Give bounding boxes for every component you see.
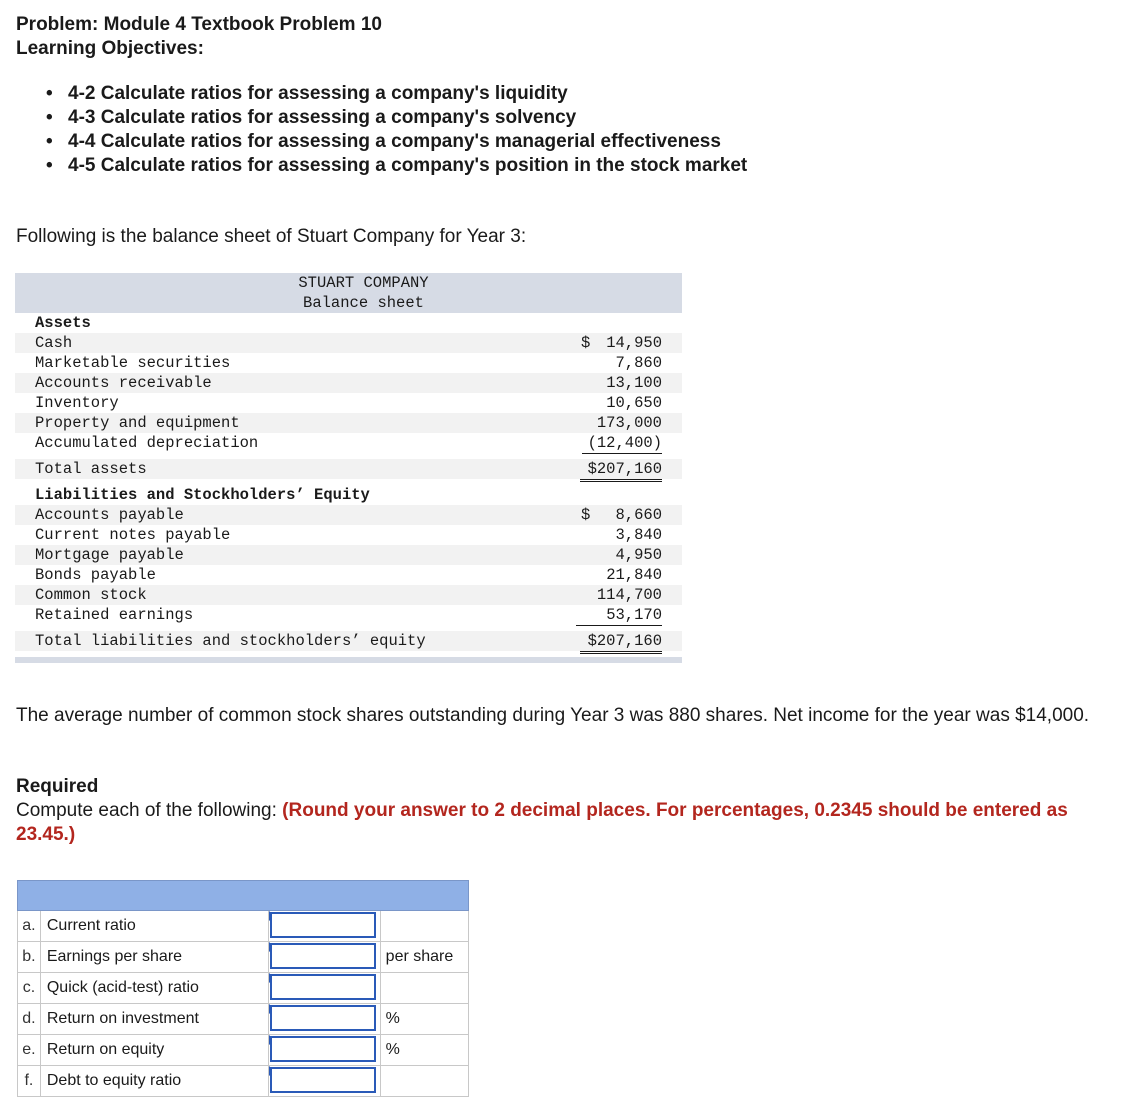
- asset-label: Accumulated depreciation: [35, 434, 259, 452]
- asset-row: [15, 413, 682, 433]
- answer-row: [18, 911, 469, 942]
- objective-item: • 4-2 Calculate ratios for assessing a company's liquidity: [46, 82, 747, 106]
- required-title: Required: [16, 776, 99, 797]
- row-unit: per share: [380, 942, 468, 973]
- required-text: [16, 799, 1126, 847]
- liability-row: [15, 585, 682, 605]
- asset-value: 10,650: [606, 394, 662, 412]
- objective-item: • 4-3 Calculate ratios for assessing a company's solvency: [46, 106, 747, 130]
- assets-heading-row: [15, 313, 682, 333]
- asset-label: Cash: [35, 334, 73, 352]
- total-liab-row: [15, 631, 682, 651]
- liability-value: 3,840: [615, 526, 662, 544]
- liability-value: 4,950: [615, 546, 662, 564]
- asset-value: (12,400): [582, 433, 662, 454]
- company-name: STUART COMPANY: [298, 274, 429, 292]
- answer-row: [18, 942, 469, 973]
- row-unit: [380, 911, 468, 942]
- asset-row: [15, 433, 682, 453]
- liability-label: Accounts payable: [35, 506, 184, 524]
- total-assets-label: Total assets: [35, 460, 147, 478]
- liability-value: 8,660: [615, 506, 662, 524]
- row-letter: d.: [18, 1004, 41, 1035]
- objectives-title: Learning Objectives:: [16, 38, 204, 59]
- liability-label: Current notes payable: [35, 526, 231, 544]
- answer-row: [18, 1035, 469, 1066]
- rounding-instruction: (Round your answer to 2 decimal places. For percentages, 0.2345 should be entered as 23.45.): [16, 800, 1068, 845]
- asset-value: 14,950: [606, 334, 662, 352]
- answer-table: [17, 880, 469, 1097]
- liab-heading: Liabilities and Stockholders’ Equity: [35, 486, 370, 504]
- shares-note: The average number of common stock shares outstanding during Year 3 was 880 shares. Net income for the year was $14,000.: [16, 705, 1090, 726]
- row-label: Earnings per share: [40, 942, 269, 973]
- answer-cell: [269, 1004, 380, 1035]
- liability-label: Common stock: [35, 586, 147, 604]
- liability-value: 114,700: [596, 586, 662, 604]
- liability-row: [15, 545, 682, 565]
- row-label: Return on investment: [40, 1004, 269, 1035]
- liability-row: [15, 525, 682, 545]
- total-assets-value: $207,160: [580, 459, 662, 482]
- liability-row: [15, 505, 682, 525]
- answer-cell: [269, 1035, 380, 1066]
- balance-sheet-footer: [15, 657, 682, 663]
- answer-cell: [269, 1066, 380, 1097]
- answer-cell: [269, 973, 380, 1004]
- balance-sheet-header: [15, 273, 682, 313]
- row-unit: %: [380, 1004, 468, 1035]
- liability-label: Mortgage payable: [35, 546, 184, 564]
- sheet-title: Balance sheet: [303, 294, 424, 312]
- row-label: Debt to equity ratio: [40, 1066, 269, 1097]
- answer-cell: [269, 942, 380, 973]
- answer-row: [18, 1066, 469, 1097]
- total-liab-value: $207,160: [580, 631, 662, 654]
- roe-input[interactable]: [270, 1036, 376, 1062]
- asset-label: Accounts receivable: [35, 374, 212, 392]
- asset-row: [15, 373, 682, 393]
- answer-table-header: [18, 881, 469, 911]
- row-unit: %: [380, 1035, 468, 1066]
- liability-value: 53,170: [576, 605, 662, 626]
- row-letter: c.: [18, 973, 41, 1004]
- asset-row: [15, 333, 682, 353]
- balance-sheet: [15, 273, 682, 663]
- quick-ratio-input[interactable]: [270, 974, 376, 1000]
- asset-row: [15, 393, 682, 413]
- row-label: Quick (acid-test) ratio: [40, 973, 269, 1004]
- liability-label: Retained earnings: [35, 606, 194, 624]
- debt-equity-input[interactable]: [270, 1067, 376, 1093]
- current-ratio-input[interactable]: [270, 912, 376, 938]
- row-letter: b.: [18, 942, 41, 973]
- dollar-sign: $: [581, 506, 591, 524]
- assets-heading: Assets: [35, 314, 91, 332]
- objectives-list: [46, 82, 747, 178]
- asset-value: 173,000: [596, 414, 662, 432]
- asset-value: 7,860: [615, 354, 662, 372]
- liab-heading-row: [15, 485, 682, 505]
- total-assets-row: [15, 459, 682, 479]
- row-letter: f.: [18, 1066, 41, 1097]
- answer-row: [18, 973, 469, 1004]
- objective-item: • 4-5 Calculate ratios for assessing a company's position in the stock market: [46, 154, 747, 178]
- asset-label: Inventory: [35, 394, 119, 412]
- liability-row: [15, 565, 682, 585]
- liability-label: Bonds payable: [35, 566, 156, 584]
- dollar-sign: $: [581, 334, 591, 352]
- row-letter: a.: [18, 911, 41, 942]
- eps-input[interactable]: [270, 943, 376, 969]
- answer-row: [18, 1004, 469, 1035]
- intro-text: Following is the balance sheet of Stuart Company for Year 3:: [16, 226, 527, 247]
- header-cell: [18, 881, 469, 911]
- row-letter: e.: [18, 1035, 41, 1066]
- answer-cell: [269, 911, 380, 942]
- asset-row: [15, 353, 682, 373]
- asset-label: Property and equipment: [35, 414, 240, 432]
- liability-value: 21,840: [606, 566, 662, 584]
- problem-title: Problem: Module 4 Textbook Problem 10: [16, 14, 382, 35]
- row-unit: [380, 973, 468, 1004]
- total-liab-label: Total liabilities and stockholders’ equity: [35, 632, 426, 650]
- liability-row: [15, 605, 682, 625]
- asset-value: 13,100: [606, 374, 662, 392]
- row-label: Current ratio: [40, 911, 269, 942]
- asset-label: Marketable securities: [35, 354, 231, 372]
- roi-input[interactable]: [270, 1005, 376, 1031]
- required-prompt: Compute each of the following:: [16, 800, 283, 821]
- objective-item: • 4-4 Calculate ratios for assessing a company's managerial effectiveness: [46, 130, 747, 154]
- row-unit: [380, 1066, 468, 1097]
- row-label: Return on equity: [40, 1035, 269, 1066]
